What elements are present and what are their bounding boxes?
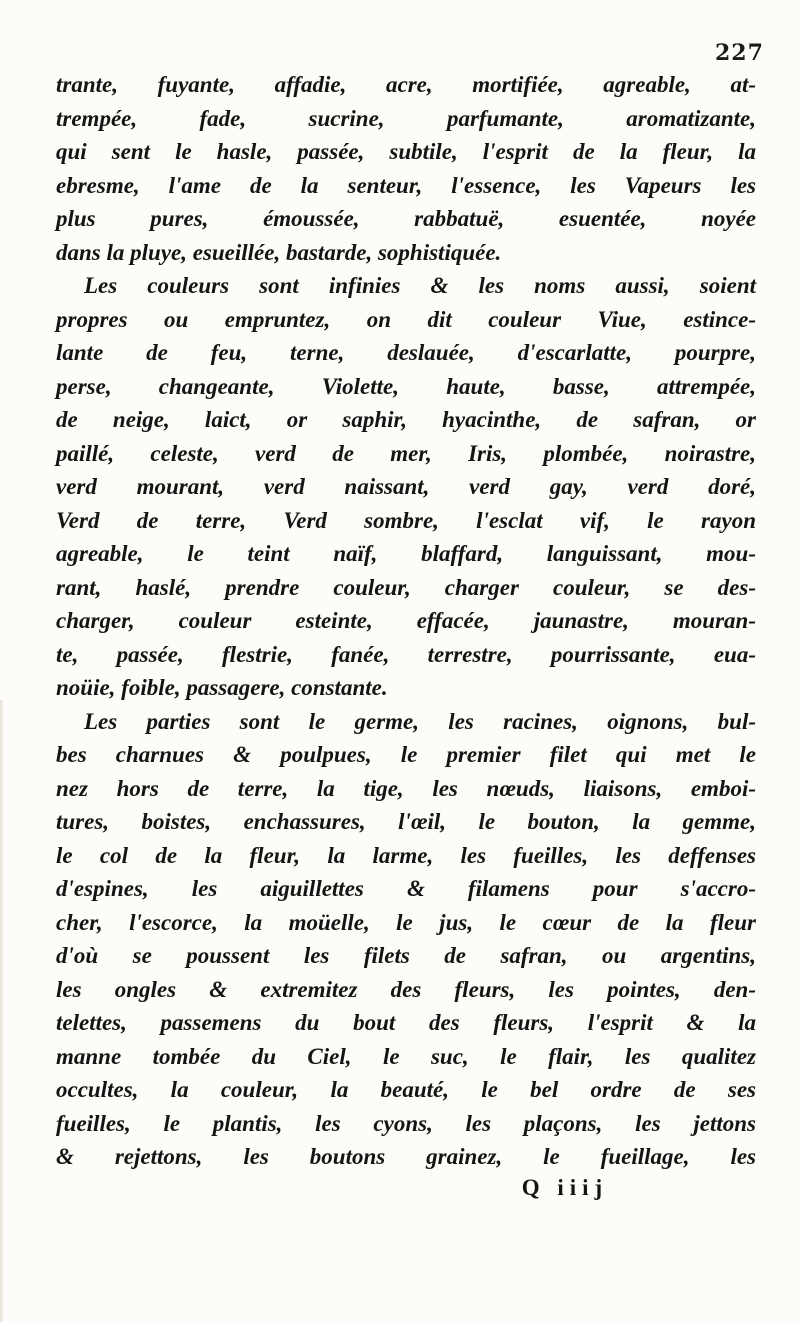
text-line: agreable, le teint naïf, blaffard, languissant, mou- bbox=[56, 541, 756, 566]
text-line: dans la pluye, esueillée, bastarde, sophistiquée. bbox=[56, 239, 502, 265]
text-line: occultes, la couleur, la beauté, le bel ordre de ses bbox=[56, 1077, 756, 1102]
text-line: cher, l'escorce, la moüelle, le jus, le cœur de la fleur bbox=[56, 909, 756, 935]
text-line: bes charnues & poulpues, le premier filet qui met le bbox=[56, 742, 756, 767]
text-line: & rejettons, les boutons grainez, le fueillage, les bbox=[56, 1144, 756, 1169]
text-line: d'espines, les aiguillettes & filamens pour s'accro- bbox=[56, 876, 756, 901]
text-line: ebresme, l'ame de la senteur, l'essence, les Vapeurs les bbox=[56, 172, 756, 198]
text-line: les ongles & extremitez des fleurs, les pointes, den- bbox=[56, 976, 756, 1002]
text-line: rant, haslé, prendre couleur, charger couleur, se des- bbox=[56, 574, 756, 600]
text-line: telettes, passemens du bout des fleurs, l'esprit & la bbox=[56, 1010, 756, 1035]
body-text bbox=[56, 68, 756, 1174]
text-line: charger, couleur esteinte, effacée, jaunastre, mouran- bbox=[56, 608, 756, 633]
paragraph-start-line: Les parties sont le germe, les racines, oignons, bul- bbox=[84, 708, 756, 734]
text-line: de neige, laict, or saphir, hyacinthe, de safran, or bbox=[56, 407, 756, 432]
text-line: le col de la fleur, la larme, les fueilles, les deffenses bbox=[56, 842, 756, 868]
text-line: propres ou empruntez, on dit couleur Viue, estince- bbox=[56, 306, 756, 332]
text-line: Verd de terre, Verd sombre, l'esclat vif, le rayon bbox=[56, 507, 756, 533]
text-line: fueilles, le plantis, les cyons, les plaçons, les jettons bbox=[56, 1110, 756, 1136]
page-number: 227 bbox=[715, 40, 764, 66]
text-line: te, passée, flestrie, fanée, terrestre, pourrissante, eua- bbox=[56, 641, 756, 667]
text-line: d'où se poussent les filets de safran, ou argentins, bbox=[56, 943, 756, 968]
text-line: paillé, celeste, verd de mer, Iris, plombée, noirastre, bbox=[56, 440, 756, 466]
page-edge-shadow bbox=[0, 700, 4, 1322]
text-line: noüie, foible, passagere, constante. bbox=[56, 675, 388, 700]
text-line: verd mourant, verd naissant, verd gay, verd doré, bbox=[56, 474, 756, 499]
text-line: nez hors de terre, la tige, les nœuds, liaisons, emboi- bbox=[56, 775, 756, 801]
text-line: manne tombée du Ciel, le suc, le flair, les qualitez bbox=[56, 1043, 756, 1069]
text-line: perse, changeante, Violette, haute, basse, attrempée, bbox=[56, 373, 756, 399]
text-line: qui sent le hasle, passée, subtile, l'esprit de la fleur, la bbox=[56, 139, 756, 164]
signature-mark: Q iiij bbox=[521, 1175, 609, 1200]
text-line: tures, boistes, enchassures, l'œil, le bouton, la gemme, bbox=[56, 809, 756, 834]
text-line: plus pures, émoussée, rabbatuë, esuentée, noyée bbox=[56, 206, 756, 231]
paragraph-start-line: Les couleurs sont infinies & les noms aussi, soient bbox=[84, 273, 756, 298]
text-line: lante de feu, terne, deslauée, d'escarlatte, pourpre, bbox=[56, 340, 756, 365]
text-line: trante, fuyante, affadie, acre, mortifiée, agreable, at- bbox=[56, 72, 756, 97]
text-line: trempée, fade, sucrine, parfumante, aromatizante, bbox=[56, 105, 756, 131]
